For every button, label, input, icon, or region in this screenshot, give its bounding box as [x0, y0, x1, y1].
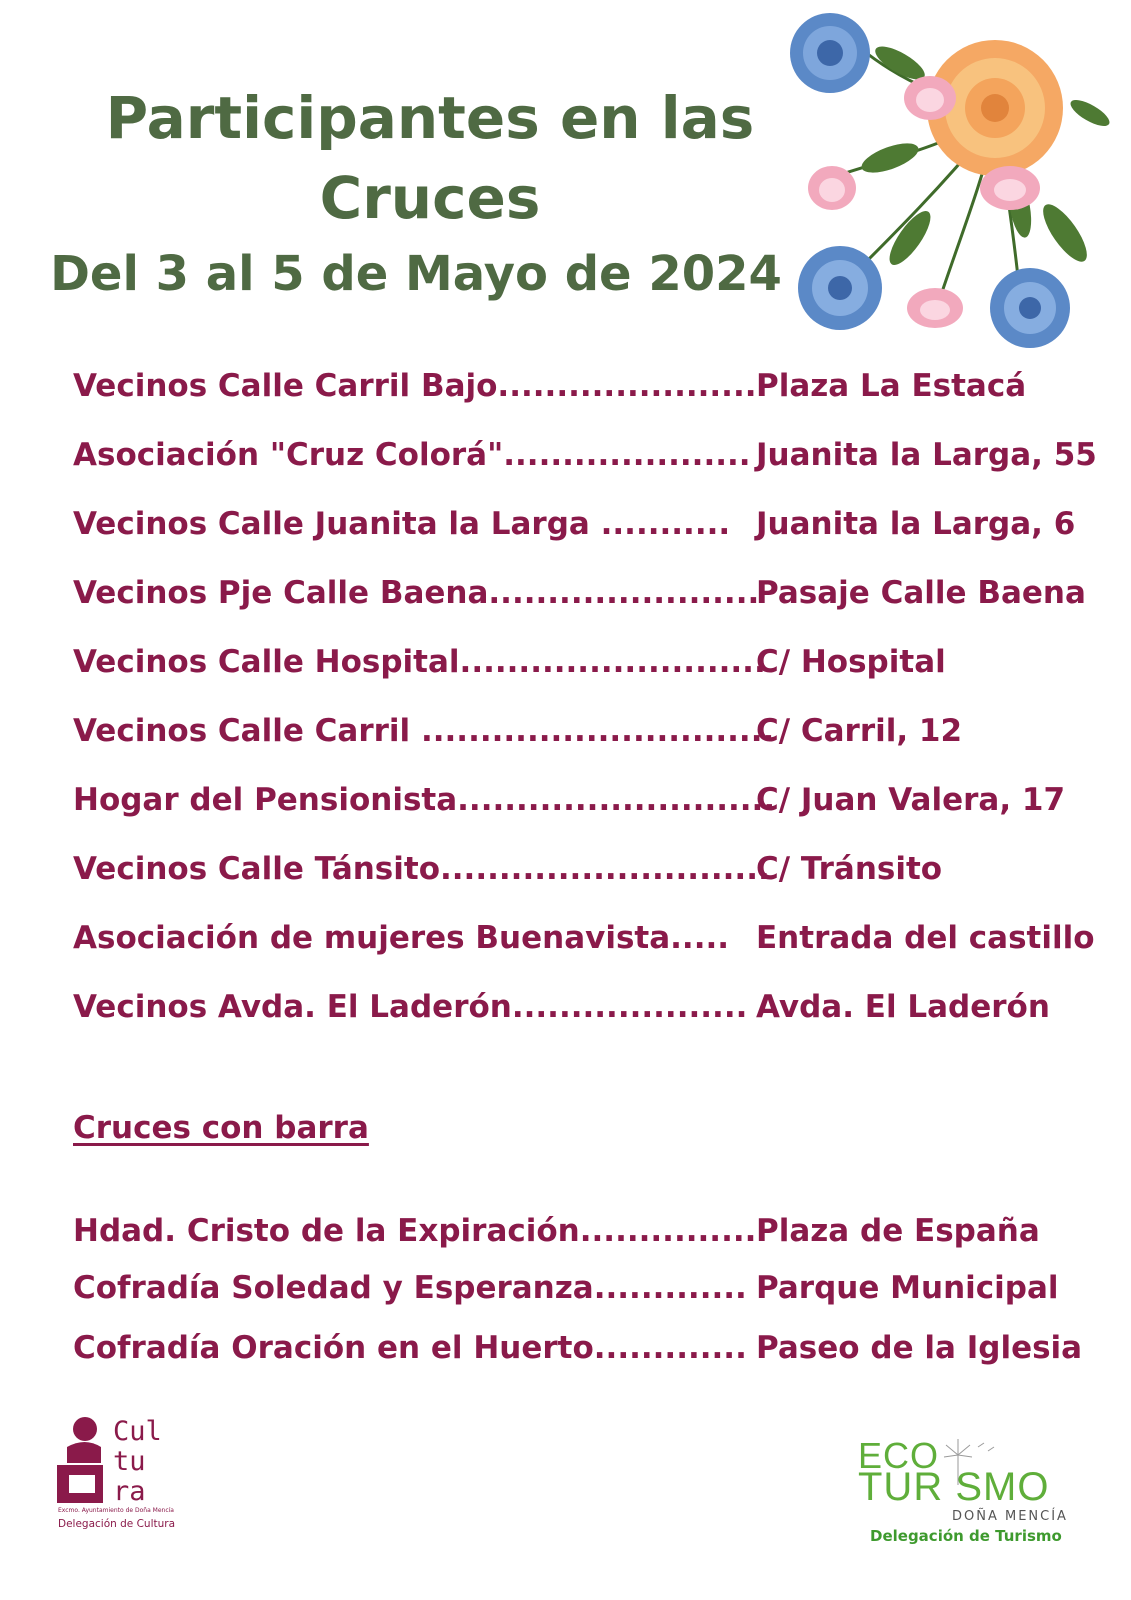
- bar-participant-row: [73, 1270, 1113, 1310]
- eco-delegation: Delegación de Turismo: [870, 1527, 1062, 1545]
- participant-name: Vecinos Pje Calle Baena.......................: [73, 575, 760, 611]
- ecoturismo-logo: [858, 1435, 1078, 1555]
- bar-participant-row: [73, 1213, 1113, 1253]
- participant-place: Plaza La Estacá: [756, 368, 1027, 404]
- participant-row: [73, 989, 1113, 1029]
- cultura-word-2: tu: [113, 1446, 146, 1477]
- participant-row: [73, 713, 1113, 753]
- participant-name: Vecinos Calle Juanita la Larga ...........: [73, 506, 731, 542]
- participant-place: Juanita la Larga, 6: [756, 506, 1076, 542]
- participant-row: [73, 920, 1113, 960]
- participant-place: Pasaje Calle Baena: [756, 575, 1086, 611]
- participant-place: Paseo de la Iglesia: [756, 1330, 1083, 1366]
- cultura-word-1: Cul: [113, 1416, 162, 1447]
- page-title-line-2: Cruces: [319, 164, 541, 232]
- participant-place: C/ Carril, 12: [756, 713, 963, 749]
- participant-place: C/ Tránsito: [756, 851, 943, 887]
- eco-word: ECO: [858, 1435, 940, 1476]
- participant-name: Vecinos Avda. El Laderón....................: [73, 989, 748, 1025]
- participant-place: Plaza de España: [756, 1213, 1040, 1249]
- participant-place: C/ Hospital: [756, 644, 946, 680]
- participant-place: Avda. El Laderón: [756, 989, 1050, 1025]
- cultura-figure-icon: [55, 1415, 111, 1505]
- participant-name: Vecinos Calle Carril ..............................: [73, 713, 775, 749]
- bar-participant-row: [73, 1330, 1113, 1370]
- participant-name: Vecinos Calle Tánsito............................: [73, 851, 770, 887]
- page-dates: Del 3 al 5 de Mayo de 2024: [50, 246, 782, 302]
- turismo-word: TUR SMO: [858, 1465, 1050, 1509]
- participant-name: Cofradía Soledad y Esperanza.............: [73, 1270, 747, 1306]
- participant-place: Entrada del castillo: [756, 920, 1095, 956]
- participant-row: [73, 782, 1113, 822]
- participant-place: Parque Municipal: [756, 1270, 1059, 1306]
- eco-place: DOÑA MENCÍA: [952, 1509, 1068, 1524]
- participant-row: [73, 506, 1113, 546]
- participant-row: [73, 851, 1113, 891]
- participant-name: Hdad. Cristo de la Expiración...............: [73, 1213, 757, 1249]
- cultura-word-3: ra: [113, 1476, 146, 1507]
- section-heading-cruces-con-barra: Cruces con barra: [73, 1110, 369, 1146]
- page-title-line-1: Participantes en las: [105, 84, 755, 152]
- participant-place: Juanita la Larga, 55: [756, 437, 1097, 473]
- participant-name: Vecinos Calle Hospital..........................: [73, 644, 766, 680]
- participant-row: [73, 437, 1113, 477]
- cultura-institution: Excmo. Ayuntamiento de Doña Mencía: [58, 1507, 174, 1514]
- participant-place: C/ Juan Valera, 17: [756, 782, 1066, 818]
- participant-row: [73, 368, 1113, 408]
- cultura-delegation: Delegación de Cultura: [58, 1518, 176, 1530]
- participant-name: Asociación "Cruz Colorá".....................: [73, 437, 751, 473]
- participant-name: Hogar del Pensionista...........................: [73, 782, 776, 818]
- cultura-logo: [55, 1415, 190, 1535]
- participant-row: [73, 575, 1113, 615]
- participant-name: Asociación de mujeres Buenavista.....: [73, 920, 730, 956]
- participant-name: Vecinos Calle Carril Bajo......................: [73, 368, 757, 404]
- dandelion-icon: [938, 1437, 998, 1487]
- flower-bouquet-illustration: [790, 8, 1120, 358]
- participant-row: [73, 644, 1113, 684]
- participant-name: Cofradía Oración en el Huerto.............: [73, 1330, 747, 1366]
